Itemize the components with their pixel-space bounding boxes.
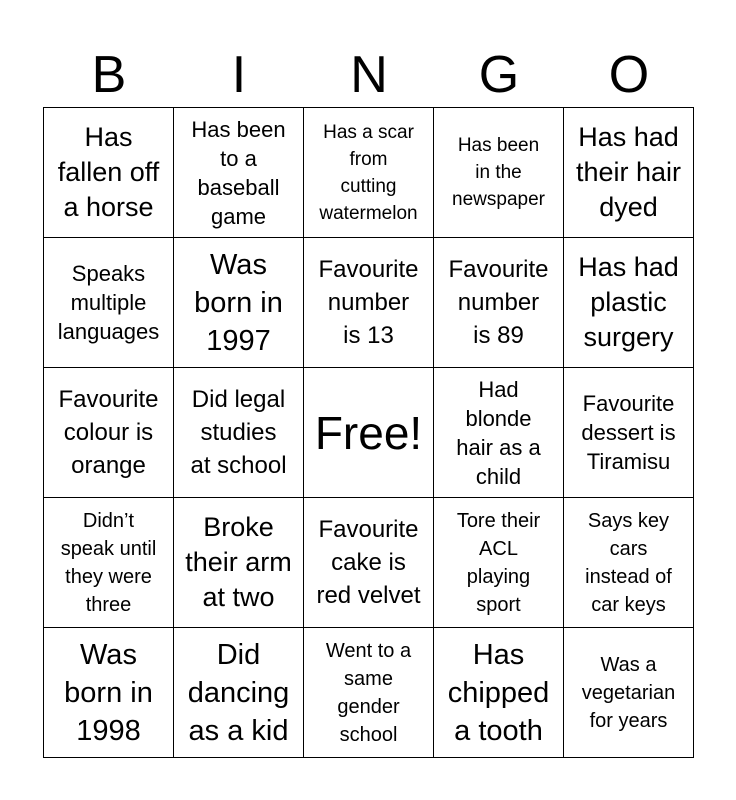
cell-text: Went to a same gender school bbox=[325, 639, 412, 746]
cell-text: Was born in 1997 bbox=[194, 248, 283, 357]
bingo-cell[interactable] bbox=[174, 238, 304, 368]
bingo-cell[interactable] bbox=[304, 108, 434, 238]
cell-text: Did legal studies at school bbox=[190, 386, 287, 479]
cell-text: Had blonde hair as a child bbox=[456, 376, 541, 489]
header-letter-o: O bbox=[608, 46, 650, 104]
bingo-cell[interactable] bbox=[304, 238, 434, 368]
free-space-text: Free! bbox=[314, 406, 423, 459]
cell-text: Has a scar from cutting watermelon bbox=[319, 121, 418, 224]
cell-text: Has had plastic surgery bbox=[578, 252, 679, 352]
cell-text: Speaks multiple languages bbox=[57, 261, 160, 344]
bingo-cell[interactable] bbox=[564, 238, 694, 368]
cell-text: Has chipped a tooth bbox=[447, 638, 550, 747]
bingo-cell[interactable] bbox=[564, 368, 694, 498]
cell-text: Favourite dessert is Tiramisu bbox=[581, 391, 676, 474]
bingo-cell[interactable] bbox=[304, 628, 434, 758]
cell-text: Has been in the newspaper bbox=[452, 135, 545, 210]
bingo-card-grid bbox=[43, 107, 694, 758]
bingo-cell[interactable] bbox=[174, 108, 304, 238]
bingo-cell[interactable] bbox=[44, 628, 174, 758]
bingo-cell[interactable] bbox=[434, 498, 564, 628]
bingo-cell[interactable] bbox=[434, 238, 564, 368]
cell-text: Was a vegetarian for years bbox=[581, 653, 676, 732]
cell-text: Says key cars instead of car keys bbox=[585, 509, 672, 616]
bingo-cell[interactable] bbox=[174, 498, 304, 628]
cell-text: Did dancing as a kid bbox=[187, 638, 290, 747]
bingo-cell[interactable] bbox=[564, 628, 694, 758]
bingo-cell[interactable] bbox=[174, 368, 304, 498]
header-letter-n: N bbox=[350, 46, 388, 104]
bingo-header bbox=[44, 44, 694, 106]
bingo-cell[interactable] bbox=[44, 368, 174, 498]
bingo-cell[interactable] bbox=[564, 498, 694, 628]
bingo-cell[interactable] bbox=[174, 628, 304, 758]
free-space[interactable] bbox=[304, 368, 434, 498]
cell-text: Favourite colour is orange bbox=[58, 386, 159, 479]
cell-text: Broke their arm at two bbox=[185, 512, 292, 612]
cell-text: Tore their ACL playing sport bbox=[456, 509, 541, 616]
bingo-cell[interactable] bbox=[304, 498, 434, 628]
bingo-cell[interactable] bbox=[44, 238, 174, 368]
bingo-cell[interactable] bbox=[44, 108, 174, 238]
cell-text: Favourite cake is red velvet bbox=[316, 516, 421, 609]
bingo-cell[interactable] bbox=[434, 628, 564, 758]
cell-text: Was born in 1998 bbox=[64, 638, 153, 747]
cell-text: Favourite number is 89 bbox=[448, 256, 549, 349]
header-letter-g: G bbox=[478, 46, 520, 104]
header-letter-i: I bbox=[231, 46, 247, 104]
bingo-cell[interactable] bbox=[44, 498, 174, 628]
cell-text: Has had their hair dyed bbox=[575, 122, 682, 222]
bingo-cell[interactable] bbox=[564, 108, 694, 238]
cell-text: Favourite number is 13 bbox=[318, 256, 419, 349]
header-letter-b: B bbox=[91, 46, 127, 104]
cell-text: Has been to a baseball game bbox=[191, 116, 286, 229]
bingo-cell[interactable] bbox=[434, 368, 564, 498]
cell-text: Didn’t speak until they were three bbox=[60, 509, 157, 616]
bingo-cell[interactable] bbox=[434, 108, 564, 238]
cell-text: Has fallen off a horse bbox=[57, 122, 160, 222]
